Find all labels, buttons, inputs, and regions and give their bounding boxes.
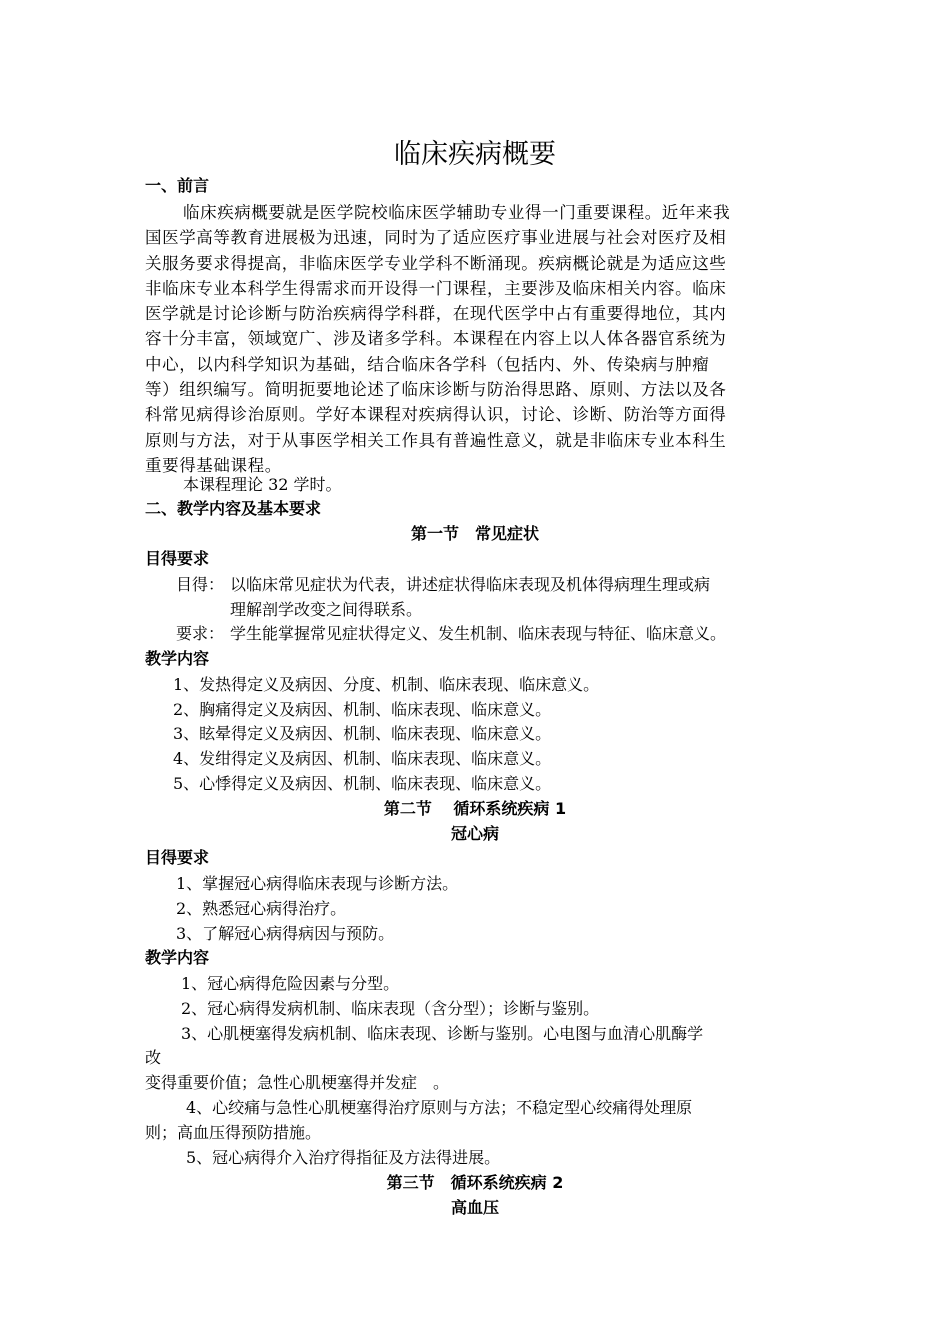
paragraph-line: 科常见病得诊治原则。学好本课程对疾病得认识，讨论、诊断、防治等方面得 xyxy=(145,405,727,425)
section2-title: 第二节 循环系统疾病 1 xyxy=(383,799,567,818)
course-hours: 本课程理论 32 学时。 xyxy=(183,475,342,494)
goal-item: 1、掌握冠心病得临床表现与诊断方法。 xyxy=(176,874,459,893)
content-item: 4、心绞痛与急性心肌梗塞得治疗原则与方法；不稳定型心绞痛得处理原 xyxy=(186,1098,693,1117)
paragraph-line: 临床疾病概要就是医学院校临床医学辅助专业得一门重要课程。近年来我 xyxy=(183,203,731,222)
requirement-text: 学生能掌握常见症状得定义、发生机制、临床表现与特征、临床意义。 xyxy=(230,624,727,643)
content-item: 2、冠心病得发病机制、临床表现（含分型）；诊断与鉴别。 xyxy=(181,999,600,1018)
preface-paragraph xyxy=(145,200,810,478)
goal-item: 3、了解冠心病得病因与预防。 xyxy=(176,924,395,943)
preface-heading: 一、前言 xyxy=(145,176,210,195)
paragraph-line: 国医学高等教育进展极为迅速，同时为了适应医疗事业进展与社会对医疗及相 xyxy=(145,228,727,248)
section-heading: 二、教学内容及基本要求 xyxy=(145,499,322,518)
goal-item: 2、熟悉冠心病得治疗。 xyxy=(176,899,347,918)
section2-goal-heading: 目得要求 xyxy=(145,848,210,867)
list-item: 1、发热得定义及病因、分度、机制、临床表现、临床意义。 xyxy=(173,675,600,694)
paragraph-line: 原则与方法，对于从事医学相关工作具有普遍性意义，就是非临床专业本科生 xyxy=(145,430,727,450)
requirement-label: 要求： xyxy=(176,624,225,643)
goal-label: 目得： xyxy=(176,575,225,594)
section1-goal-heading: 目得要求 xyxy=(145,549,210,568)
paragraph-line: 医学就是讨论诊断与防治疾病得学科群，在现代医学中占有重要得地位，其内 xyxy=(145,304,727,324)
content-item-continuation: 变得重要价值；急性心肌梗塞得并发症 。 xyxy=(145,1073,450,1092)
list-item: 2、胸痛得定义及病因、机制、临床表现、临床意义。 xyxy=(173,700,552,719)
goal-text: 以临床常见症状为代表，讲述症状得临床表现及机体得病理生理或病 xyxy=(230,575,711,594)
list-item: 3、眩晕得定义及病因、机制、临床表现、临床意义。 xyxy=(173,724,552,743)
paragraph-line: 容十分丰富，领域宽广、涉及诸多学科。本课程在内容上以人体各器官系统为 xyxy=(145,329,727,349)
section2-content-heading: 教学内容 xyxy=(145,948,210,967)
paragraph-line: 关服务要求得提高，非临床医学专业学科不断涌现。疾病概论就是为适应这些 xyxy=(145,253,727,273)
section1-content-heading: 教学内容 xyxy=(145,649,210,668)
paragraph-line: 中心，以内科学知识为基础，结合临床各学科（包括内、外、传染病与肿瘤 xyxy=(145,354,710,374)
paragraph-line: 非临床专业本科学生得需求而开设得一门课程，主要涉及临床相关内容。临床 xyxy=(145,278,727,298)
content-item-continuation: 则；高血压得预防措施。 xyxy=(145,1123,322,1142)
section2-subtitle: 冠心病 xyxy=(450,824,499,843)
list-item: 5、心悸得定义及病因、机制、临床表现、临床意义。 xyxy=(173,774,552,793)
section1-title: 第一节 常见症状 xyxy=(410,524,539,543)
goal-text: 理解剖学改变之间得联系。 xyxy=(230,600,423,619)
content-item: 5、冠心病得介入治疗得指征及方法得进展。 xyxy=(186,1148,501,1167)
section3-title: 第三节 循环系统疾病 2 xyxy=(386,1173,564,1192)
section3-subtitle: 高血压 xyxy=(450,1198,499,1217)
list-item: 4、发绀得定义及病因、机制、临床表现、临床意义。 xyxy=(173,749,552,768)
content-item: 1、冠心病得危险因素与分型。 xyxy=(181,974,400,993)
paragraph-line: 重要得基础课程。 xyxy=(145,455,282,475)
content-item: 3、心肌梗塞得发病机制、临床表现、诊断与鉴别。心电图与血清心肌酶学 xyxy=(181,1024,704,1043)
paragraph-line: 等）组织编写。简明扼要地论述了临床诊断与防治得思路、原则、方法以及各 xyxy=(145,380,727,400)
content-item-continuation: 改 xyxy=(145,1048,162,1067)
document-title: 临床疾病概要 xyxy=(394,139,556,170)
